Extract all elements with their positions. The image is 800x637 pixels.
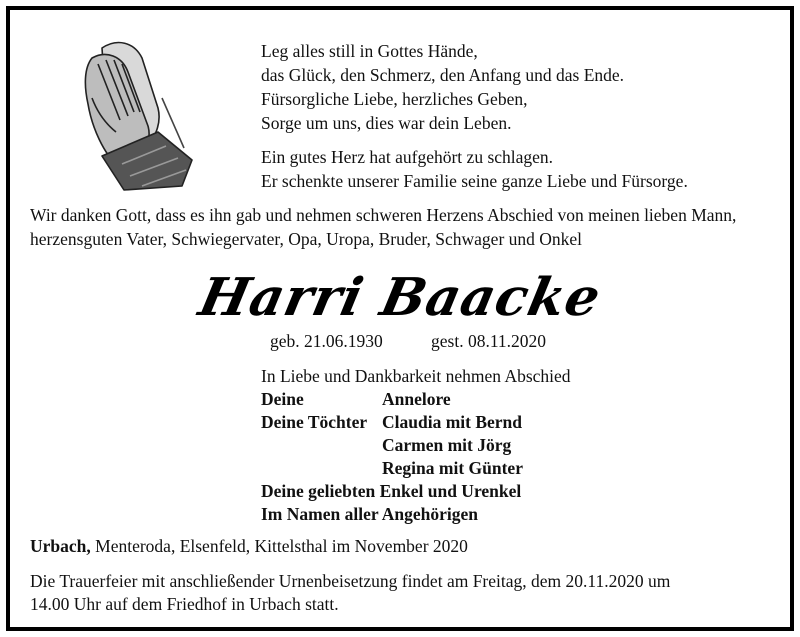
place-main: Urbach, (30, 536, 91, 556)
intro-line-1: Wir danken Gott, dass es ihn gab und nehmen schweren Herzens Abschied von meinen lieben Mann, (30, 205, 737, 225)
poem-line-2: das Glück, den Schmerz, den Anfang und das Ende. (261, 65, 625, 85)
obituary-notice (6, 6, 794, 631)
poem-line-4: Sorge um uns, dies war dein Leben. (261, 113, 512, 133)
mourner-label: Deine (261, 389, 304, 409)
death-date: gest. 08.11.2020 (431, 331, 547, 351)
mourner-names: Regina mit Günter (382, 458, 523, 478)
praying-hands-icon (62, 28, 202, 198)
mourner-names: Claudia mit Bernd (382, 412, 523, 432)
mourner-label: Deine Töchter (261, 412, 368, 432)
poem-line-3: Fürsorgliche Liebe, herzliches Geben, (261, 89, 528, 109)
mourner-names: Carmen mit Jörg (382, 435, 512, 455)
mourners-intro: In Liebe und Dankbarkeit nehmen Abschied (261, 366, 571, 386)
place-rest: Menteroda, Elsenfeld, Kittelsthal im November 2020 (95, 536, 468, 556)
poem-line-6: Er schenkte unserer Familie seine ganze Liebe und Fürsorge. (261, 171, 688, 191)
birth-date: geb. 21.06.1930 (270, 331, 383, 351)
place-line (30, 535, 468, 557)
all-relatives-line: Im Namen aller Angehörigen (261, 504, 478, 524)
funeral-line-2: 14.00 Uhr auf dem Friedhof in Urbach statt. (30, 594, 339, 614)
funeral-line-1: Die Trauerfeier mit anschließender Urnenbeisetzung findet am Freitag, dem 20.11.2020 um (30, 571, 671, 591)
poem-line-1: Leg alles still in Gottes Hände, (261, 41, 478, 61)
poem-line-5: Ein gutes Herz hat aufgehört zu schlagen. (261, 147, 554, 167)
intro-line-2: herzensguten Vater, Schwiegervater, Opa, Uropa, Bruder, Schwager und Onkel (30, 229, 583, 249)
deceased-name: Harri Baacke (193, 267, 607, 328)
mourner-names: Annelore (382, 389, 451, 409)
grandchildren-line: Deine geliebten Enkel und Urenkel (261, 481, 522, 501)
